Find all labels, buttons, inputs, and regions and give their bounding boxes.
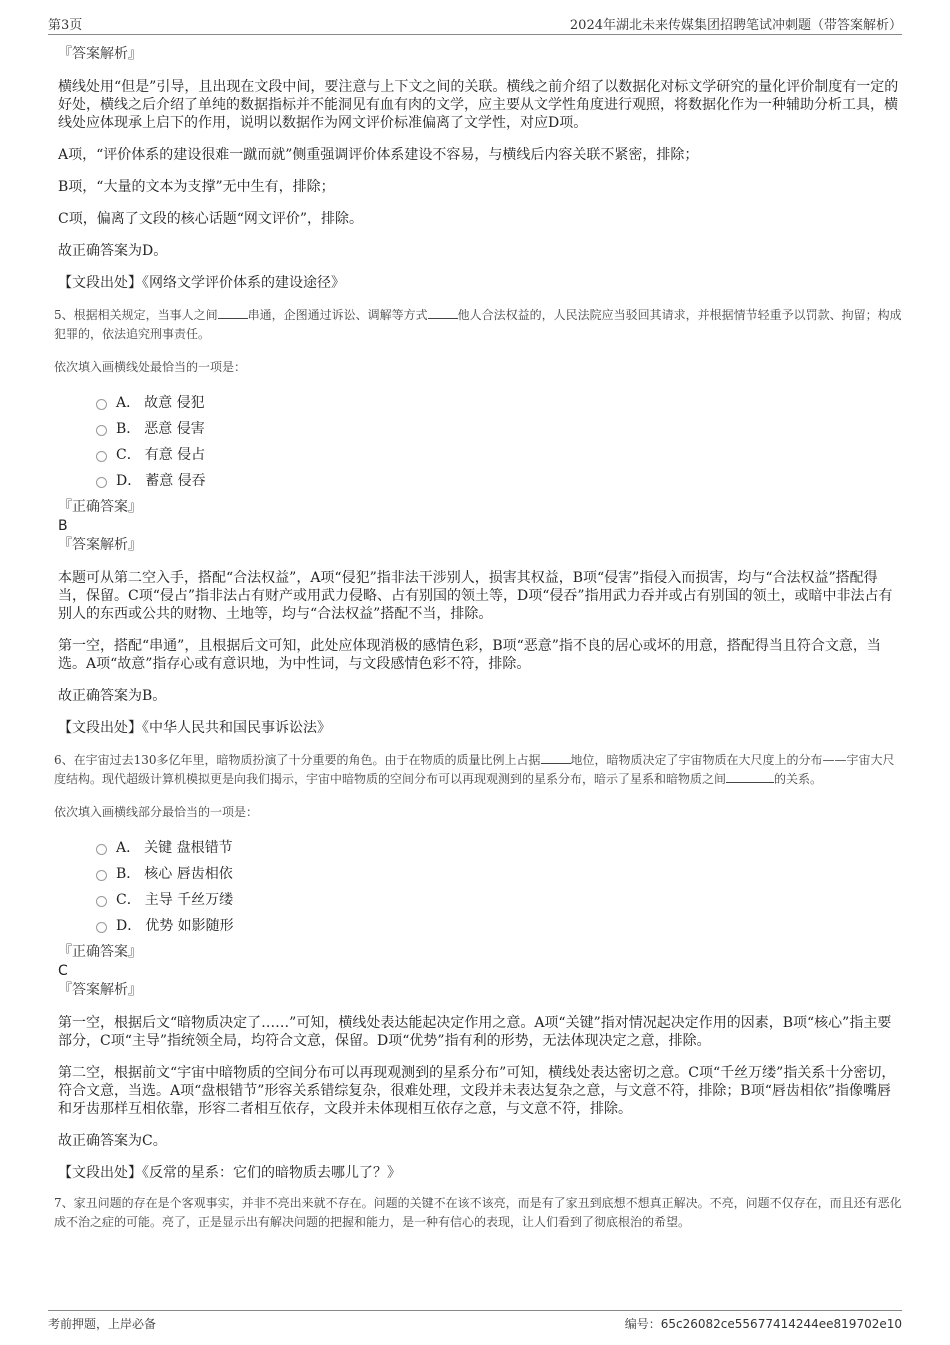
q6-analysis-p2: 第二空，根据前文“宇宙中暗物质的空间分布可以再现观测到的星系分布”可知，横线处表达密切之意。C项“千丝万缕”指关系十分密切，符合文意，当选。A项“盘根错节”形容关系错综复杂，很难处理，文段并未表达复杂之意，与文意不符，排除；B项“唇齿相依”指像嘴唇和牙齿那样互相依靠，形容二者相互依存，文段并未体现相互依存之意，与文意不符，排除。 [58,1065,896,1117]
q6-analysis-label: 『答案解析』 [58,982,142,998]
q6-stem-part3: 的关系。 [774,772,823,786]
document-code-value: 65c26082ce55677414244ee819702e10 [660,1317,902,1331]
q5-prompt: 依次填入画横线处最恰当的一项是： [54,360,247,374]
q6-analysis-p1: 第一空，根据后文“暗物质决定了……”可知，横线处表达能起决定作用之意。A项“关键”指对情况起决定作用的因素，B项“核心”指主要部分，C项“主导”指统领全局，均符合文意，保留。D项“优势”指有利的形势，无法体现决定之意，排除。 [58,1015,892,1049]
q6-blank-2 [726,772,774,783]
radio-icon[interactable] [96,477,107,488]
page-number: 第3页 [48,18,83,33]
q6-stem-part1: 6、在宇宙过去130多亿年里，暗物质扮演了十分重要的角色。由于在物质的质量比例上占据 [54,753,541,767]
q5-stem-part2: 串通，企图通过诉讼、调解等方式 [247,308,428,322]
q4-analysis-p2: A项，“评价体系的建设很难一蹴而就”侧重强调评价体系建设不容易，与横线后内容关联不紧密，排除； [58,147,699,163]
radio-icon[interactable] [96,870,107,881]
radio-icon[interactable] [96,399,107,410]
page-footer [48,1310,902,1335]
q5-blank-2 [428,308,458,319]
q5-blank-1 [218,308,248,319]
q5-analysis-p2: 第一空，搭配“串通”，且根据后文可知，此处应体现消极的感情色彩，B项“恶意”指不良的居心或坏的用意，搭配得当且符合文意，当选。A项“故意”指存心或有意识地，为中性词，与文段感情色彩不符，排除。 [58,638,881,672]
q6-conclusion: 故正确答案为C。 [58,1133,167,1149]
q6-options [96,834,902,938]
q5-stem [54,306,902,344]
document-code [625,1315,902,1332]
q6-option-d[interactable]: D． 优势 如影随形 [96,912,902,938]
q5-analysis-p1: 本题可从第二空入手，搭配“合法权益”，A项“侵犯”指非法干涉别人，损害其权益，B项“侵害”指侵入而损害，均与“合法权益”搭配得当，保留。C项“侵占”指非法占有财产或用武力侵略、占有别国的领土等，D项“侵吞”指用武力吞并或占有别国的领土，或暗中非法占有别人的东西或公共的财物、土地等，均与“合法权益”搭配不当，排除。 [58,570,893,622]
q6-blank-1 [541,753,571,764]
radio-icon[interactable] [96,425,107,436]
q4-analysis-p3: B项，“大量的文本为支撑”无中生有，排除； [58,179,335,195]
q5-option-b[interactable]: B． 恶意 侵害 [96,415,902,441]
q4-analysis-label: 『答案解析』 [58,46,142,62]
q6-stem [54,751,902,789]
q5-option-d[interactable]: D． 蓄意 侵吞 [96,467,902,493]
q5-stem-part1: 5、根据相关规定，当事人之间 [54,308,218,322]
q4-analysis-p1: 横线处用“但是”引导，且出现在文段中间，要注意与上下文之间的关联。横线之前介绍了以数据化对标文学研究的量化评价制度有一定的好处，横线之后介绍了单纯的数据指标并不能洞见有血有肉的文学，应主要从文学性角度进行观照，将数据化作为一种辅助分析工具，横线处应体现承上启下的作用，说明以数据作为网文评价标准偏离了文学性，对应D项。 [58,79,899,131]
q5-correct-answer: B [58,518,68,534]
q5-analysis-label: 『答案解析』 [58,537,142,553]
q5-conclusion: 故正确答案为B。 [58,688,167,704]
radio-icon[interactable] [96,896,107,907]
q4-analysis-p4: C项，偏离了文段的核心话题“网文评价”，排除。 [58,211,364,227]
q6-option-b[interactable]: B． 核心 唇齿相依 [96,860,902,886]
radio-icon[interactable] [96,922,107,933]
q4-conclusion: 故正确答案为D。 [58,243,168,259]
q6-stem-part2: 地位，暗物质决定了宇宙物质在大尺度上的分布——宇宙大尺度结构。现代超级计算机模拟更是向我们揭示，宇宙中暗物质的空间分布可以再现观测到的星系分布，暗示了星系和暗物质之间 [54,753,895,786]
q4-source: 【文段出处】《网络文学评价体系的建设途径》 [58,275,345,291]
q7-stem: 7、家丑问题的存在是个客观事实，并非不亮出来就不存在。问题的关键不在该不该亮，而是有了家丑到底想不想真正解决。不亮，问题不仅存在，而且还有恶化成不治之症的可能。亮了，正是显示出有解决问题的把握和能力，是一种有信心的表现，让人们看到了彻底根治的希望。 [54,1196,902,1229]
q6-option-a[interactable]: A． 关键 盘根错节 [96,834,902,860]
q6-prompt: 依次填入画横线部分最恰当的一项是： [54,805,259,819]
q5-source: 【文段出处】《中华人民共和国民事诉讼法》 [58,720,331,736]
document-code-label: 编号： [624,1317,661,1331]
page-header [48,12,902,35]
q6-source: 【文段出处】《反常的星系：它们的暗物质去哪儿了？》 [58,1165,401,1181]
q5-option-c[interactable]: C． 有意 侵占 [96,441,902,467]
q5-options [96,389,902,493]
q5-option-a[interactable]: A． 故意 侵犯 [96,389,902,415]
radio-icon[interactable] [96,451,107,462]
q5-stem-part3: 他人合法权益的，人民法院应当驳回其请求，并根据情节轻重予以罚款、拘留；构成犯罪的，依法追究刑事责任。 [54,308,902,341]
q6-correct-label: 『正确答案』 [58,944,142,960]
q6-correct-answer: C [58,963,68,979]
radio-icon[interactable] [96,844,107,855]
page-content [48,44,902,1232]
q5-correct-label: 『正确答案』 [58,499,142,515]
q6-option-c[interactable]: C． 主导 千丝万缕 [96,886,902,912]
footer-slogan: 考前押题，上岸必备 [48,1317,157,1331]
document-title: 2024年湖北未来传媒集团招聘笔试冲刺题（带答案解析） [569,18,902,33]
